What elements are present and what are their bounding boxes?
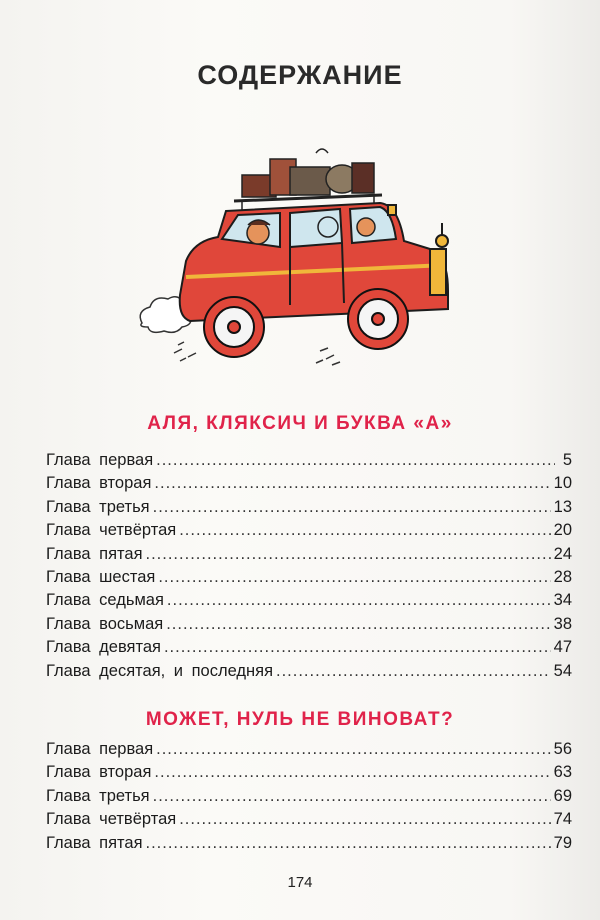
chapter-label: Глава пятая (46, 544, 143, 563)
chapter-label: Глава вторая (46, 474, 152, 493)
chapter-page: 38 (553, 614, 572, 633)
toc-entry[interactable] (46, 738, 572, 761)
leader-dots (146, 832, 551, 855)
toc-entry[interactable] (46, 785, 572, 808)
chapter-page: 56 (553, 740, 572, 758)
chapter-page: 79 (553, 833, 572, 852)
page-number: 174 (287, 874, 313, 891)
chapter-page: 69 (553, 786, 572, 805)
leader-dots (179, 519, 550, 542)
toc-entry[interactable] (46, 543, 572, 566)
chapter-page: 63 (553, 763, 572, 782)
toc-entry[interactable] (46, 519, 572, 542)
toc-entry[interactable] (46, 566, 572, 589)
chapter-label: Глава шестая (46, 567, 156, 586)
section-title: АЛЯ, КЛЯКСИЧ И БУКВА «А» (147, 413, 453, 434)
leader-dots (179, 808, 550, 831)
section-title: МОЖЕТ, НУЛЬ НЕ ВИНОВАТ? (145, 709, 455, 730)
toc-entry[interactable] (46, 808, 572, 831)
chapter-label: Глава первая (46, 740, 154, 758)
toc-list (46, 449, 572, 683)
chapter-label: Глава десятая, и последняя (46, 661, 274, 680)
leader-dots (153, 785, 551, 808)
leader-dots (154, 761, 550, 784)
leader-dots (276, 660, 551, 683)
chapter-page: 34 (553, 591, 572, 610)
leader-dots (156, 449, 555, 472)
leader-dots (154, 472, 550, 495)
chapter-page: 24 (553, 544, 572, 563)
chapter-label: Глава четвёртая (46, 521, 177, 540)
chapter-label: Глава вторая (46, 763, 152, 782)
toc-entry[interactable] (46, 832, 572, 855)
leader-dots (153, 496, 551, 519)
leader-dots (164, 636, 551, 659)
toc-list (46, 738, 572, 855)
chapter-page: 74 (553, 810, 572, 829)
toc-entry[interactable] (46, 636, 572, 659)
chapter-page: 10 (553, 474, 572, 493)
chapter-label: Глава третья (46, 497, 150, 516)
toc-entry[interactable] (46, 761, 572, 784)
leader-dots (166, 613, 550, 636)
toc-entry[interactable] (46, 472, 572, 495)
leader-dots (146, 543, 551, 566)
chapter-label: Глава восьмая (46, 614, 164, 633)
luggage-icon (234, 149, 382, 211)
chapter-label: Глава третья (46, 786, 150, 805)
chapter-label: Глава пятая (46, 833, 143, 852)
chapter-page: 47 (553, 638, 572, 657)
toc-entry[interactable] (46, 660, 572, 683)
chapter-page: 54 (553, 661, 572, 680)
chapter-page: 13 (553, 497, 572, 516)
toc-entry[interactable] (46, 589, 572, 612)
chapter-label: Глава девятая (46, 638, 161, 657)
toc-entry[interactable] (46, 613, 572, 636)
leader-dots (167, 589, 551, 612)
leader-dots (156, 738, 551, 761)
toc-entry[interactable] (46, 449, 572, 472)
chapter-label: Глава седьмая (46, 591, 164, 610)
chapter-page: 5 (562, 451, 572, 469)
leader-dots (158, 566, 550, 589)
toc-entry[interactable] (46, 496, 572, 519)
chapter-label: Глава первая (46, 451, 154, 469)
chapter-page: 20 (553, 521, 572, 540)
car-illustration (130, 145, 470, 375)
page-title: СОДЕРЖАНИЕ (197, 60, 403, 90)
chapter-page: 28 (553, 567, 572, 586)
chapter-label: Глава четвёртая (46, 810, 177, 829)
